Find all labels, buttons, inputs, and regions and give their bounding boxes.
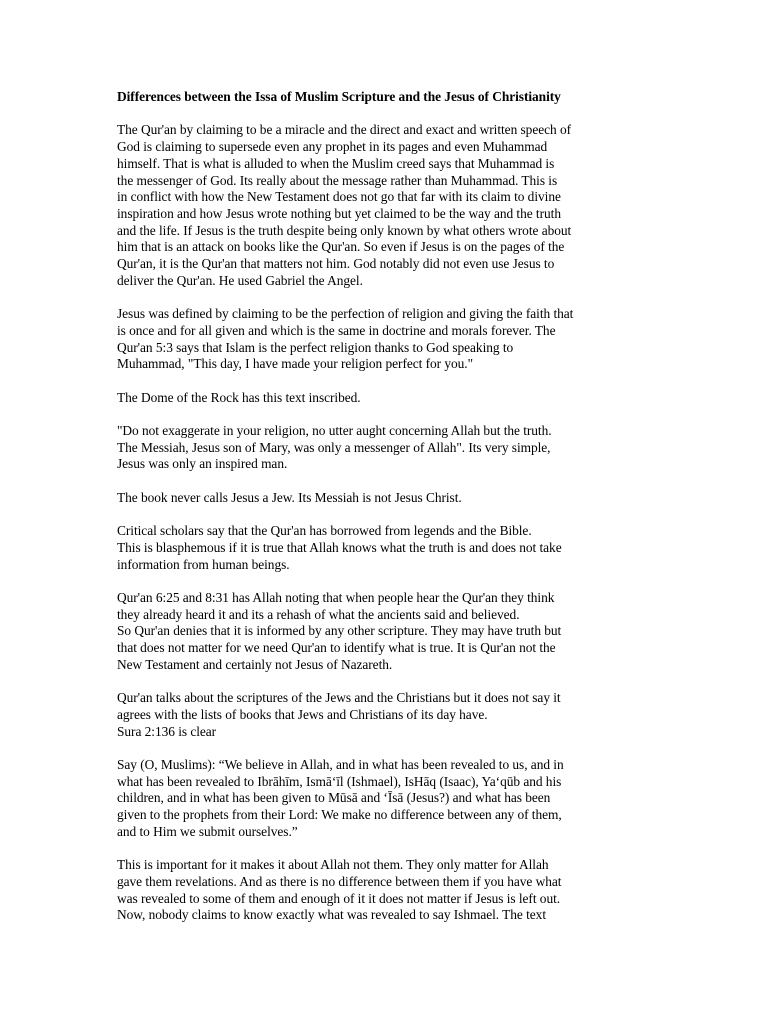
text-line: gave them revelations. And as there is no difference between them if you have what: [117, 873, 562, 889]
paragraph: [117, 757, 647, 841]
paragraph: [117, 690, 647, 740]
text-line: children, and in what has been given to Mūsā and ‘Īsā (Jesus?) and what has been: [117, 790, 551, 806]
paragraph: [117, 423, 647, 473]
text-line: is once and for all given and which is the same in doctrine and morals forever. The: [117, 322, 556, 338]
text-line: This is blasphemous if it is true that Allah knows what the truth is and does not take: [117, 539, 562, 555]
text-line: him that is an attack on books like the Qur'an. So even if Jesus is on the pages of the: [117, 239, 565, 255]
text-line: information from human beings.: [117, 556, 290, 572]
document-body: [117, 89, 647, 941]
text-line: New Testament and certainly not Jesus of Nazareth.: [117, 656, 393, 672]
text-line: deliver the Qur'an. He used Gabriel the Angel.: [117, 272, 363, 288]
text-line: inspiration and how Jesus wrote nothing but yet claimed to be the way and the truth: [117, 205, 561, 221]
paragraph: [117, 122, 647, 289]
text-line: Sura 2:136 is clear: [117, 723, 217, 739]
text-line: in conflict with how the New Testament does not go that far with its claim to divine: [117, 189, 561, 205]
text-line: what has been revealed to Ibrāhīm, Ismā‘īl (Ishmael), IsHāq (Isaac), Ya‘qūb and his: [117, 773, 562, 789]
paragraph: [117, 390, 647, 407]
text-line: Now, nobody claims to know exactly what was revealed to say Ishmael. The text: [117, 907, 546, 923]
text-line: So Qur'an denies that it is informed by any other scripture. They may have truth but: [117, 623, 562, 639]
text-line: The Qur'an by claiming to be a miracle and the direct and exact and written speech of: [117, 122, 572, 138]
text-line: Jesus was defined by claiming to be the perfection of religion and giving the faith that: [117, 306, 574, 322]
text-line: himself. That is what is alluded to when the Muslim creed says that Muhammad is: [117, 155, 555, 171]
text-line: Qur'an 5:3 says that Islam is the perfect religion thanks to God speaking to: [117, 339, 514, 355]
text-line: Qur'an, it is the Qur'an that matters not him. God notably did not even use Jesus to: [117, 256, 555, 272]
text-line: Say (O, Muslims): “We believe in Allah, and in what has been revealed to us, and in: [117, 756, 564, 772]
paragraph-list: [117, 122, 647, 924]
text-line: and the life. If Jesus is the truth despite being only known by what others wrote about: [117, 222, 572, 238]
text-line: God is claiming to supersede even any prophet in its pages and even Muhammad: [117, 139, 548, 155]
paragraph: [117, 857, 647, 924]
text-line: This is important for it makes it about Allah not them. They only matter for Allah: [117, 857, 549, 873]
text-line: Qur'an 6:25 and 8:31 has Allah noting that when people hear the Qur'an they think: [117, 589, 555, 605]
text-line: Qur'an talks about the scriptures of the Jews and the Christians but it does not say it: [117, 690, 561, 706]
text-line: Muhammad, "This day, I have made your religion perfect for you.": [117, 356, 474, 372]
text-line: they already heard it and its a rehash of what the ancients said and believed.: [117, 606, 520, 622]
text-line: "Do not exaggerate in your religion, no utter aught concerning Allah but the truth.: [117, 423, 552, 438]
text-line: given to the prophets from their Lord: We make no difference between any of them,: [117, 807, 562, 823]
document-title: Differences between the Issa of Muslim Scripture and the Jesus of Christianity: [117, 89, 561, 104]
text-line: The book never calls Jesus a Jew. Its Messiah is not Jesus Christ.: [117, 489, 462, 505]
text-line: The Dome of the Rock has this text inscribed.: [117, 389, 361, 405]
text-line: that does not matter for we need Qur'an to identify what is true. It is Qur'an not the: [117, 640, 556, 656]
text-line: Critical scholars say that the Qur'an has borrowed from legends and the Bible.: [117, 523, 532, 539]
paragraph: [117, 306, 647, 373]
paragraph: [117, 490, 647, 507]
paragraph: [117, 523, 647, 573]
text-line: and to Him we submit ourselves.”: [117, 823, 298, 839]
text-line: agrees with the lists of books that Jews and Christians of its day have.: [117, 706, 488, 722]
text-line: was revealed to some of them and enough of it it does not matter if Jesus is left out.: [117, 890, 561, 906]
text-line: Jesus was only an inspired man.: [117, 456, 288, 472]
text-line: the messenger of God. Its really about the message rather than Muhammad. This is: [117, 172, 558, 188]
text-line: The Messiah, Jesus son of Mary, was only a messenger of Allah". Its very simple,: [117, 439, 551, 455]
paragraph: [117, 590, 647, 674]
